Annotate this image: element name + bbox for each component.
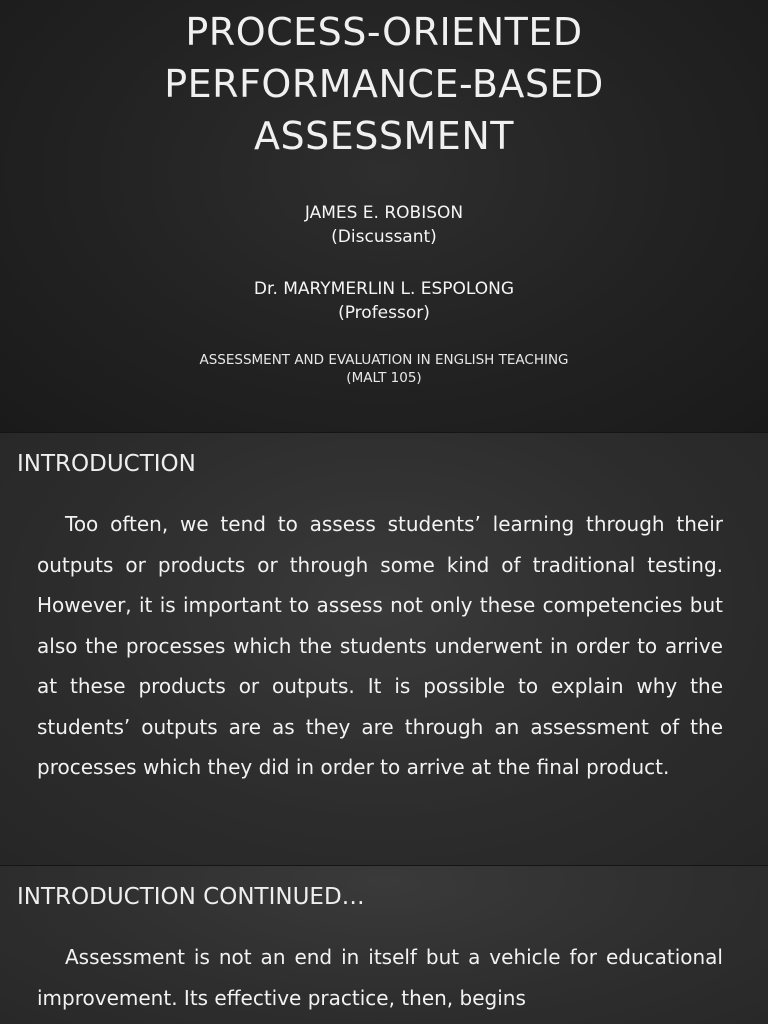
introduction-continued-heading: INTRODUCTION CONTINUED… <box>17 884 365 910</box>
course-code: (MALT 105) <box>346 370 422 386</box>
title-slide <box>0 0 768 432</box>
title-line-1: PROCESS-ORIENTED <box>185 10 583 54</box>
introduction-slide <box>0 433 768 865</box>
title-line-2: PERFORMANCE-BASED <box>164 62 604 106</box>
presentation-title <box>0 6 768 162</box>
introduction-heading: INTRODUCTION <box>17 451 196 477</box>
course-block <box>0 351 768 387</box>
discussant-block <box>0 201 768 249</box>
professor-role: (Professor) <box>338 303 430 323</box>
introduction-continued-paragraph: Assessment is not an end in itself but a vehicle for educational improvement. Its effective practice, then, begins <box>37 945 723 1010</box>
course-name: ASSESSMENT AND EVALUATION IN ENGLISH TEACHING <box>199 352 569 368</box>
professor-block <box>0 277 768 325</box>
introduction-continued-slide <box>0 866 768 1024</box>
introduction-paragraph: Too often, we tend to assess students’ learning through their outputs or products or through some kind of traditional testing. However, it is important to assess not only these competencies but also the processes which the students underwent in order to arrive at these products or outputs. It is possible to explain why the students’ outputs are as they are through an assessment of the processes which they did in order to arrive at the final product. <box>37 512 723 779</box>
discussant-name: JAMES E. ROBISON <box>304 203 464 223</box>
discussant-role: (Discussant) <box>331 227 437 247</box>
title-line-3: ASSESSMENT <box>254 114 514 158</box>
professor-name: Dr. MARYMERLIN L. ESPOLONG <box>253 279 515 299</box>
